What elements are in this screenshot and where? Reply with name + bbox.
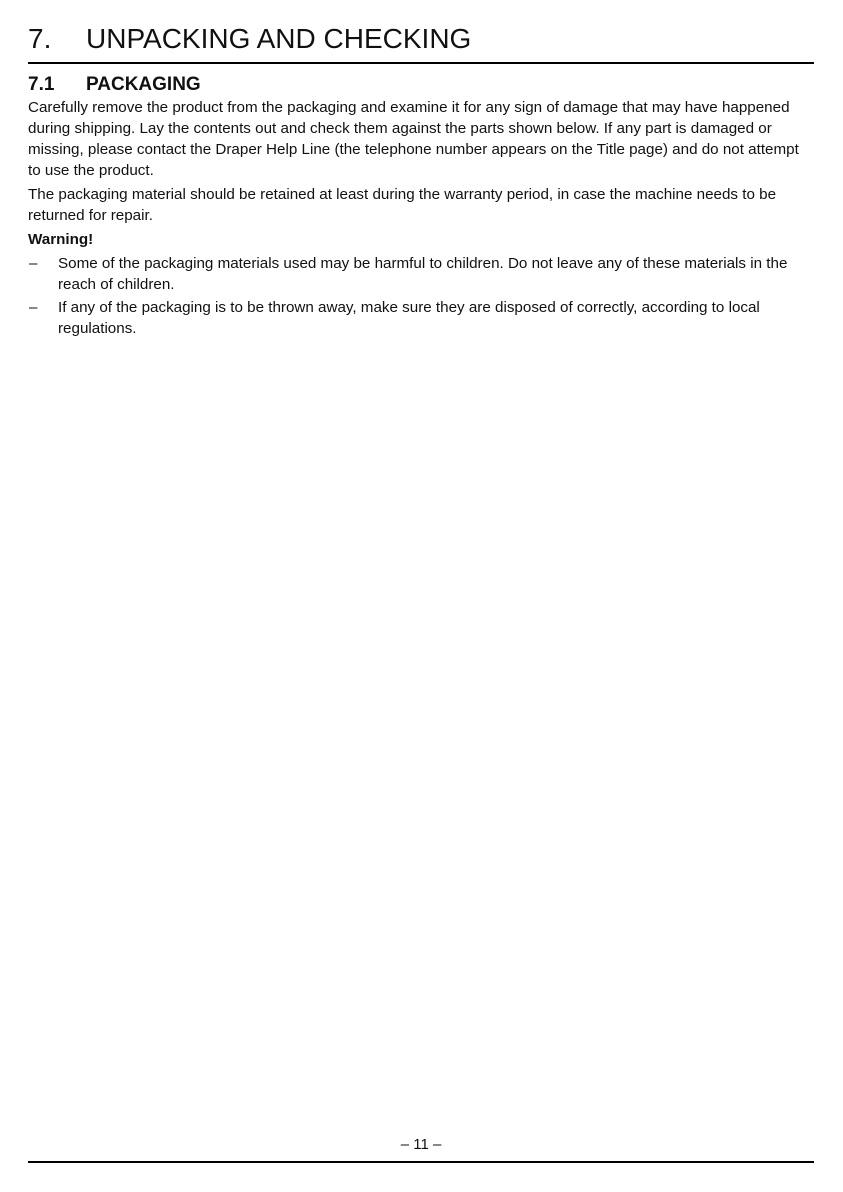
section-heading — [28, 73, 201, 97]
section-number: 7.1 — [28, 74, 55, 95]
section-title: PACKAGING — [86, 74, 201, 95]
warning-list — [28, 253, 814, 339]
section-body — [28, 97, 814, 341]
warning-item — [28, 253, 814, 295]
footer-rule — [28, 1161, 814, 1163]
warning-item-text: Some of the packaging materials used may be harmful to children. Do not leave any of these materials in the reach of children. — [58, 255, 788, 293]
warning-label: Warning! — [28, 231, 94, 248]
bullet-dash: – — [29, 299, 38, 316]
bullet-dash: – — [29, 255, 38, 272]
manual-page — [28, 0, 814, 1192]
chapter-number: 7. — [28, 23, 52, 54]
retention-paragraph: The packaging material should be retained at least during the warranty period, in case the machine needs to be returned for repair. — [28, 186, 777, 224]
warning-item-text: If any of the packaging is to be thrown away, make sure they are disposed of correctly, according to local regulations. — [58, 299, 760, 337]
chapter-title: UNPACKING AND CHECKING — [86, 23, 472, 54]
warning-item — [28, 297, 814, 339]
intro-paragraph: Carefully remove the product from the packaging and examine it for any sign of damage that may have happened during shipping. Lay the contents out and check them against the parts shown below. If any part is damaged or missing, please contact the Draper Help Line (the telephone number appears on the Title page) and do not attempt to use the product. — [28, 99, 799, 179]
chapter-heading — [28, 22, 814, 56]
header-rule — [28, 62, 814, 64]
page-number: – 11 – — [400, 1136, 442, 1153]
